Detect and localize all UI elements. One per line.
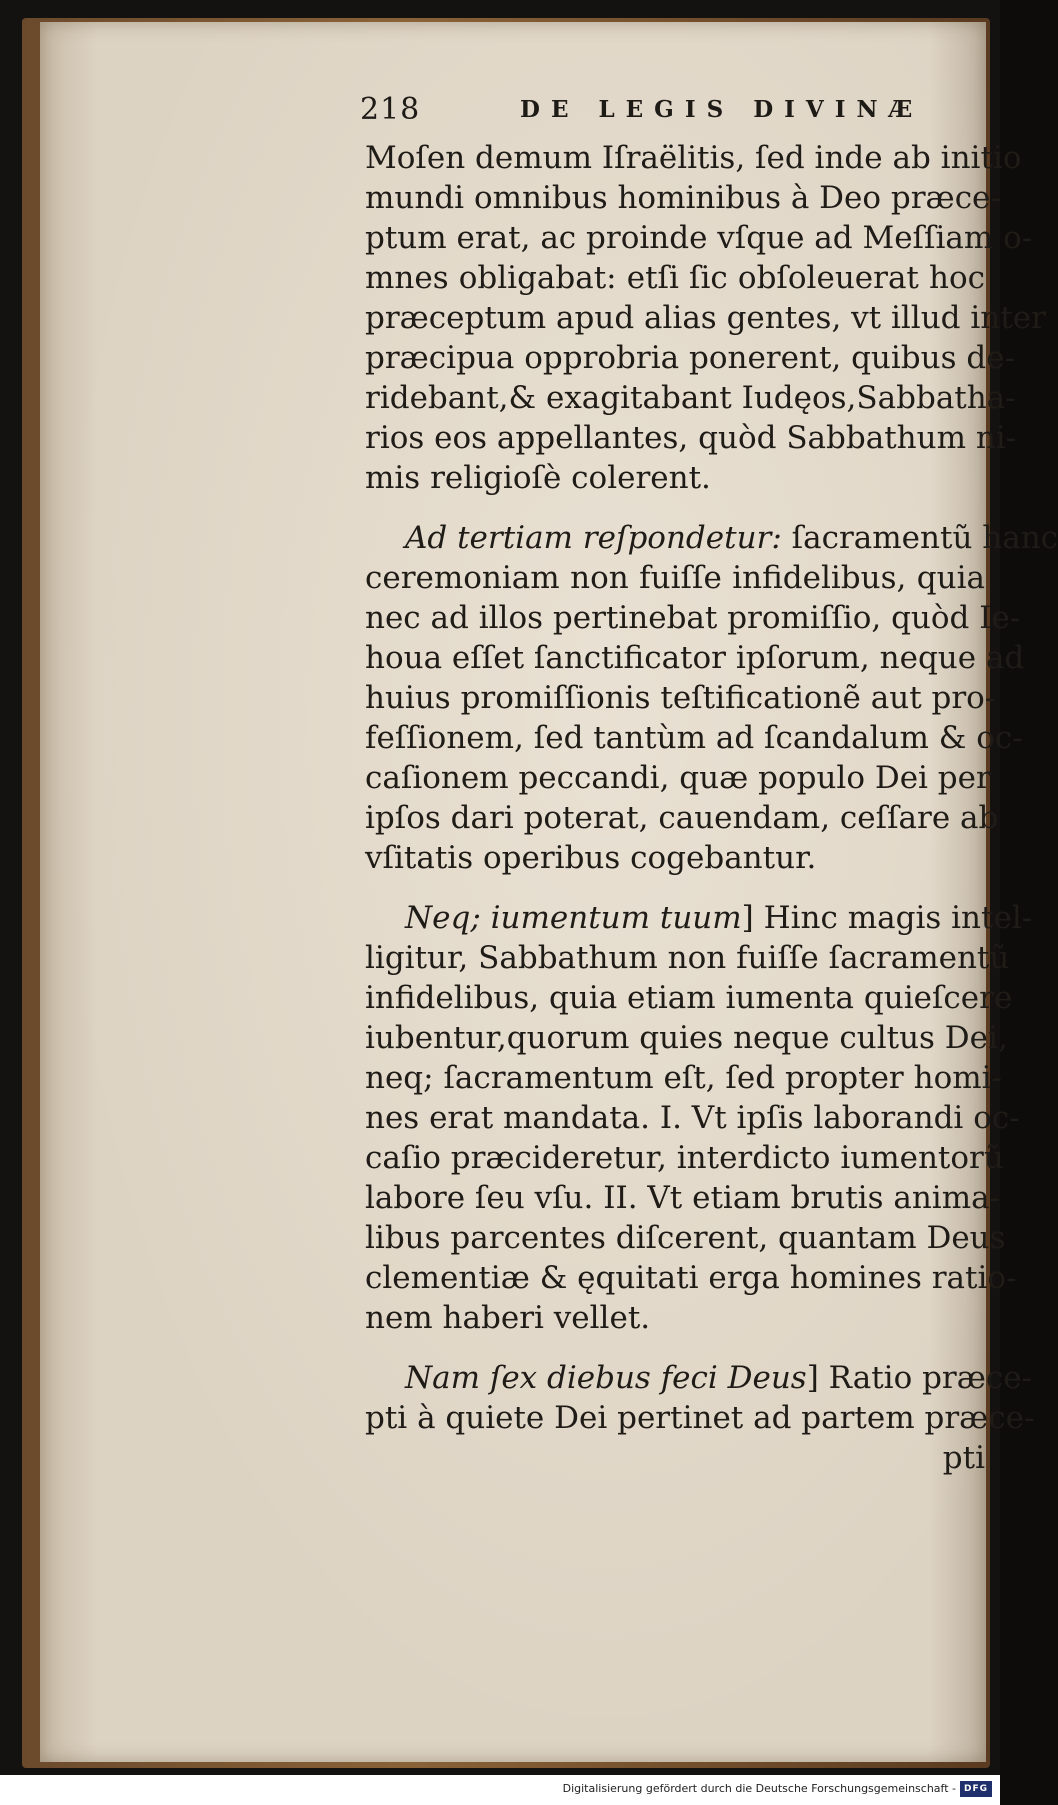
text-line: mnes obligabat: etſi ſic obſoleuerat hoc xyxy=(365,260,985,296)
text-line: huius promiſſionis teſtificationẽ aut pro- xyxy=(365,680,996,716)
text-line: Ad tertiam reſpondetur: ſacramentũ hanc xyxy=(405,520,1058,556)
text-line: infidelibus, quia etiam iumenta quieſcere xyxy=(365,980,1013,1016)
catchword: pti xyxy=(942,1440,985,1476)
text-line: ipſos dari poterat, cauendam, ceſſare ab xyxy=(365,800,999,836)
text-line: libus parcentes diſcerent, quantam Deus xyxy=(365,1220,1006,1256)
text-line: mundi omnibus hominibus à Deo præce- xyxy=(365,180,1001,216)
paragraph-lemma: Nam ſex diebus feci Deus xyxy=(405,1360,807,1396)
text-line: houa eſſet ſanctificator ipſorum, neque ad xyxy=(365,640,1025,676)
text-line: caſionem peccandi, quæ populo Dei per xyxy=(365,760,991,796)
text-line: nec ad illos pertinebat promiſſio, quòd Ie- xyxy=(365,600,1021,636)
text-line: caſio præcideretur, interdicto iumentorũ xyxy=(365,1140,1004,1176)
text-line: neq; ſacramentum eſt, ſed propter homi- xyxy=(365,1060,1003,1096)
running-head xyxy=(360,92,980,132)
text-line: clementiæ & ęquitati erga homines ratio- xyxy=(365,1260,1017,1296)
text-line: præcipua opprobria ponerent, quibus de- xyxy=(365,340,1016,376)
paragraph-lemma: Ad tertiam reſpondetur: xyxy=(405,520,782,556)
text-line: nes erat mandata. I. Vt ipſis laborandi oc- xyxy=(365,1100,1020,1136)
text-line: ptum erat, ac proinde vſque ad Meſſiam o- xyxy=(365,220,1033,256)
text-line: Neq; iumentum tuum] Hinc magis intel- xyxy=(405,900,1033,936)
digitization-footer xyxy=(0,1775,1000,1805)
text-line: mis religioſè colerent. xyxy=(365,460,711,496)
text-line: pti à quiete Dei pertinet ad partem præce- xyxy=(365,1400,1035,1436)
text-line: ligitur, Sabbathum non fuiſſe ſacramentũ xyxy=(365,940,1010,976)
text-line: labore ſeu vſu. II. Vt etiam brutis anima- xyxy=(365,1180,1001,1216)
text-line: feſſionem, ſed tantùm ad ſcandalum & oc- xyxy=(365,720,1023,756)
text-line: Moſen demum Iſraëlitis, ſed inde ab initio xyxy=(365,140,1022,176)
text-line: ridebant,& exagitabant Iudęos,Sabbatha- xyxy=(365,380,1016,416)
page-number: 218 xyxy=(360,92,421,127)
body-text xyxy=(365,138,1058,1478)
text-line: præceptum apud alias gentes, vt illud inter xyxy=(365,300,1046,336)
text-line: ceremoniam non fuiſſe infidelibus, quia xyxy=(365,560,985,596)
text-line: Nam ſex diebus feci Deus] Ratio præce- xyxy=(405,1360,1033,1396)
running-title: DE LEGIS DIVINÆ xyxy=(520,96,924,123)
dfg-logo: DFG xyxy=(960,1781,992,1797)
text-line: nem haberi vellet. xyxy=(365,1300,651,1336)
text-line: vſitatis operibus cogebantur. xyxy=(365,840,817,876)
paragraph-lemma: Neq; iumentum tuum xyxy=(405,900,742,936)
footer-credit: Digitalisierung gefördert durch die Deutsche Forschungsgemeinschaft - xyxy=(562,1782,956,1795)
text-line: rios eos appellantes, quòd Sabbathum ni- xyxy=(365,420,1017,456)
text-line: iubentur,quorum quies neque cultus Dei, xyxy=(365,1020,1008,1056)
